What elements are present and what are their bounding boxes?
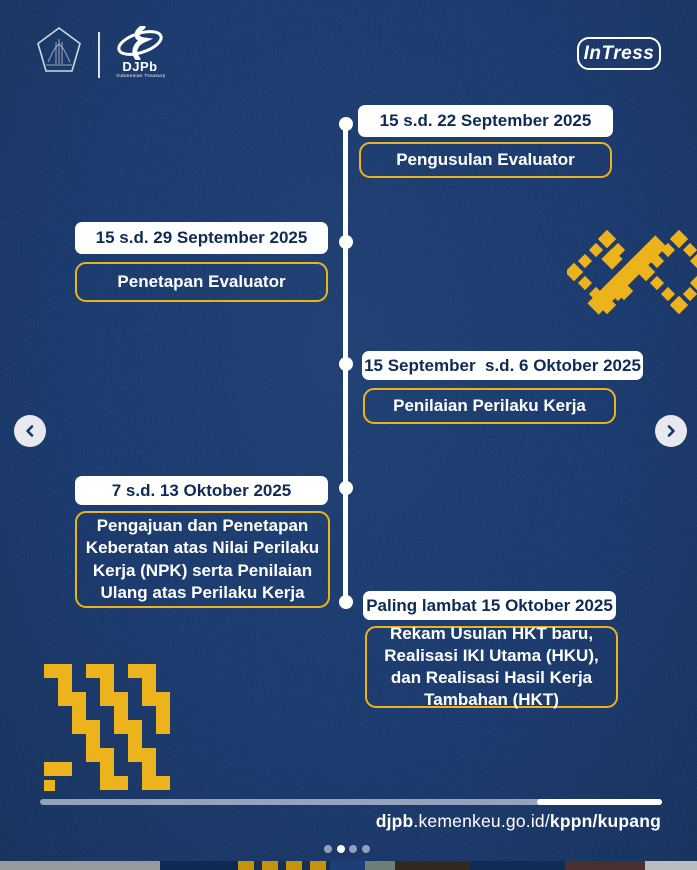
footer-url-bold-prefix: djpb: [375, 811, 414, 831]
strip-segment: [470, 861, 565, 870]
intress-wordmark: InTress: [583, 42, 655, 64]
timeline-label-2: Penetapan Evaluator: [75, 262, 328, 302]
djpb-orbit-icon: [110, 26, 170, 60]
kemenkeu-pentagon-logo: [36, 26, 82, 74]
diamond-infinity-pattern: [567, 223, 697, 323]
footer-url: [0, 811, 661, 832]
strip-segment: [238, 861, 330, 870]
strip-segment: [565, 861, 645, 870]
next-slide-preview-strip: [0, 861, 697, 870]
timeline-dot-4: [339, 481, 353, 495]
timeline-label-1: Pengusulan Evaluator: [359, 142, 612, 178]
header-logo-divider: [98, 32, 100, 78]
footer-url-domain: .kemenkeu.go.id/: [413, 811, 550, 831]
next-slide-button[interactable]: [655, 415, 687, 447]
timeline-label-3: Penilaian Perilaku Kerja: [363, 388, 616, 424]
timeline-date-3: 15 September s.d. 6 Oktober 2025: [362, 351, 643, 380]
strip-segment: [365, 861, 395, 870]
timeline-date-5: Paling lambat 15 Oktober 2025: [363, 591, 616, 620]
carousel-dot-4[interactable]: [362, 845, 370, 853]
carousel-dot-2[interactable]: [337, 845, 345, 853]
strip-segment: [0, 861, 160, 870]
strip-segment: [160, 861, 238, 870]
timeline-dot-3: [339, 357, 353, 371]
strip-segment: [330, 861, 365, 870]
timeline-date-1: 15 s.d. 22 September 2025: [358, 105, 613, 137]
intress-logo: [577, 37, 661, 70]
timeline-label-4: Pengajuan dan Penetapan Keberatan atas Nilai Perilaku Kerja (NPK) serta Penilaian Ulang atas Perilaku Kerja: [75, 511, 330, 608]
progress-bar[interactable]: [40, 799, 662, 805]
timeline-label-5: Rekam Usulan HKT baru, Realisasi IKI Utama (HKU), dan Realisasi Hasil Kerja Tambahan (HKT): [365, 626, 618, 708]
timeline-dot-5: [339, 595, 353, 609]
timeline-dot-1: [339, 117, 353, 131]
chevron-left-icon: [22, 423, 38, 439]
chevron-right-icon: [663, 423, 679, 439]
djpb-logo: [110, 26, 170, 80]
djpb-wordmark: DJPb: [122, 59, 158, 74]
footer-url-bold-suffix: kppn/kupang: [549, 811, 661, 831]
prev-slide-button[interactable]: [14, 415, 46, 447]
carousel-dot-3[interactable]: [349, 845, 357, 853]
zigzag-steps-pattern: [44, 664, 170, 792]
timeline-date-4: 7 s.d. 13 Oktober 2025: [75, 476, 328, 505]
carousel-dots: [324, 845, 370, 853]
progress-bar-fill: [537, 799, 662, 805]
carousel-dot-1[interactable]: [324, 845, 332, 853]
timeline-date-2: 15 s.d. 29 September 2025: [75, 222, 328, 254]
djpb-tagline: Indonesian Treasury: [116, 73, 166, 78]
strip-segment: [645, 861, 697, 870]
timeline-dot-2: [339, 235, 353, 249]
strip-segment: [395, 861, 470, 870]
